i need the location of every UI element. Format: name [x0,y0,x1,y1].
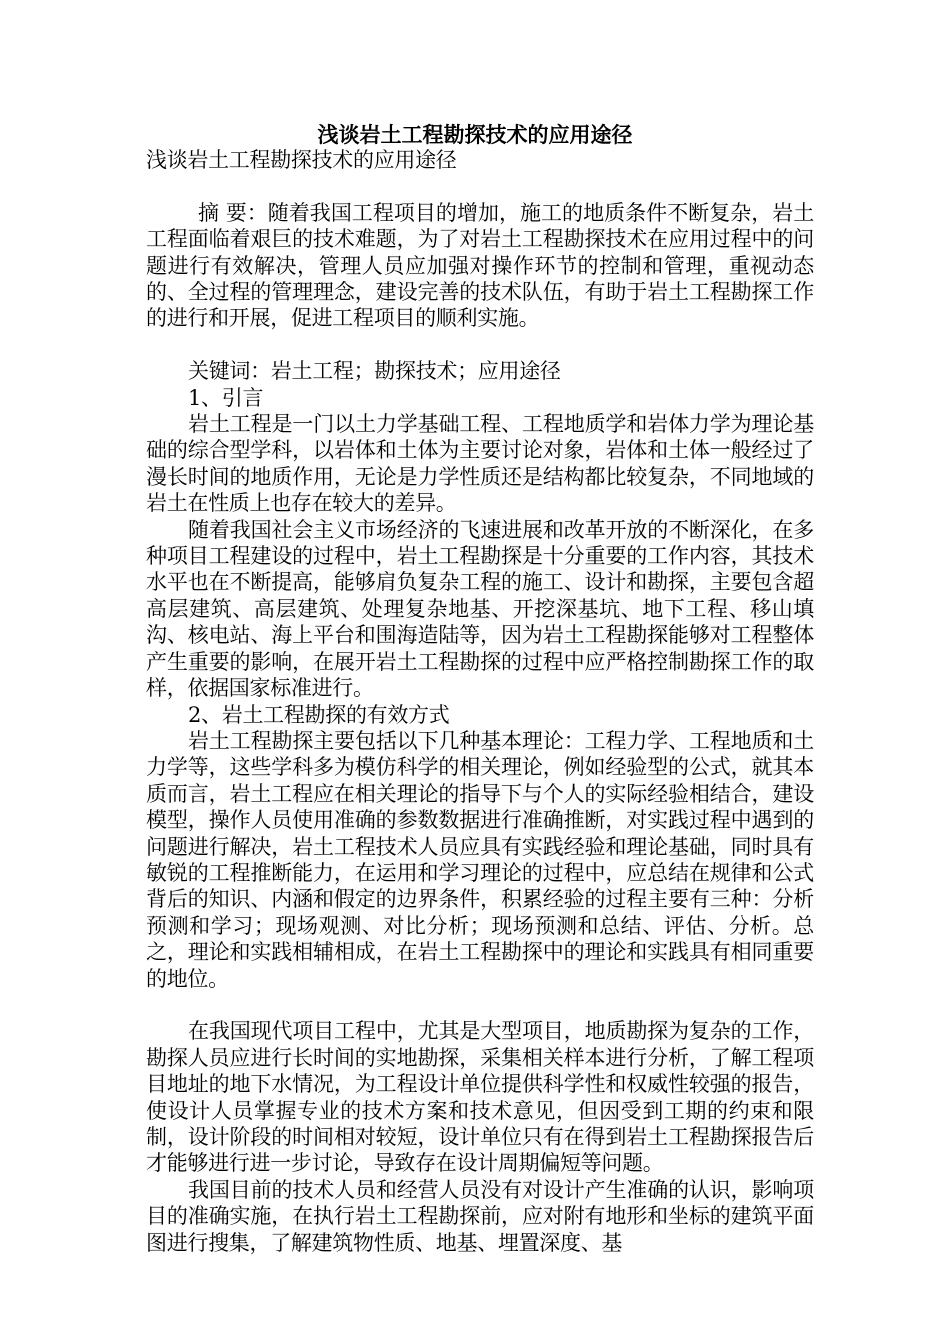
blank-line [146,173,814,199]
abstract-paragraph: 摘 要：随着我国工程项目的增加，施工的地质条件不断复杂，岩土工程面临着艰巨的技术难题，为了对岩土工程勘探技术在应用过程中的问题进行有效解决，管理人员应加强对操作环节的控制和管理，重视动态的、全过程的管理理念，建设完善的技术队伍，有助于岩土工程勘探工作的进行和开展，促进工程项目的顺利实施。 [146,200,814,331]
section-heading-introduction: 1、引言 [188,385,264,410]
body-paragraph: 随着我国社会主义市场经济的飞速进展和改革开放的不断深化，在多种项目工程建设的过程中，岩土工程勘探是十分重要的工作内容，其技术水平也在不断提高，能够肩负复杂工程的施工、设计和勘探，主要包含超高层建筑、高层建筑、处理复杂地基、开挖深基坑、地下工程、移山填沟、核电站、海上平台和围海造陆等，因为岩土工程勘探能够对工程整体产生重要的影响，在展开岩土工程勘探的过程中应严格控制勘探工作的取样，依据国家标准进行。 [146,517,814,701]
blank-line [146,332,814,358]
keywords-line: 关键词：岩土工程；勘探技术；应用途径 [188,359,561,384]
document-subtitle: 浅谈岩土工程勘探技术的应用途径 [146,148,457,172]
document-title: 浅谈岩土工程勘探技术的应用途径 [317,123,633,147]
blank-line [146,992,814,1018]
body-paragraph: 岩土工程是一门以土力学基础工程、工程地质学和岩体力学为理论基础的综合型学科，以岩体和土体为主要讨论对象，岩体和土体一般经过了漫长时间的地质作用，无论是力学性质还是结构都比较复杂，不同地域的岩土在性质上也存在较大的差异。 [146,412,814,516]
body-paragraph: 岩土工程勘探主要包括以下几种基本理论：工程力学、工程地质和土力学等，这些学科多为模仿科学的相关理论，例如经验型的公式，就其本质而言，岩土工程应在相关理论的指导下与个人的实际经验相结合，建设模型，操作人员使用准确的参数数据进行准确推断，对实践过程中遇到的问题进行解决，岩土工程技术人员应具有实践经验和理论基础，同时具有敏锐的工程推断能力，在运用和学习理论的过程中，应总结在规律和公式背后的知识、内涵和假定的边界条件，积累经验的过程主要有三种：分析预测和学习；现场观测、对比分析；现场预测和总结、评估、分析。总之，理论和实践相辅相成，在岩土工程勘探中的理论和实践具有相同重要的地位。 [146,728,814,991]
body-paragraph: 在我国现代项目工程中，尤其是大型项目，地质勘探为复杂的工作，勘探人员应进行长时间的实地勘探，采集相关样本进行分析，了解工程项目地址的地下水情况，为工程设计单位提供科学性和权威性较强的报告，使设计人员掌握专业的技术方案和技术意见，但因受到工期的约束和限制，设计阶段的时间相对较短，设计单位只有在得到岩土工程勘探报告后才能够进行进一步讨论，导致存在设计周期偏短等问题。 [146,1019,814,1176]
section-heading-methods: 2、岩土工程勘探的有效方式 [188,702,450,727]
body-paragraph: 我国目前的技术人员和经营人员没有对设计产生准确的认识，影响项目的准确实施，在执行岩土工程勘探前，应对附有地形和坐标的建筑平面图进行搜集，了解建筑物性质、地基、埋置深度、基 [146,1177,814,1255]
document-body [146,147,814,1256]
